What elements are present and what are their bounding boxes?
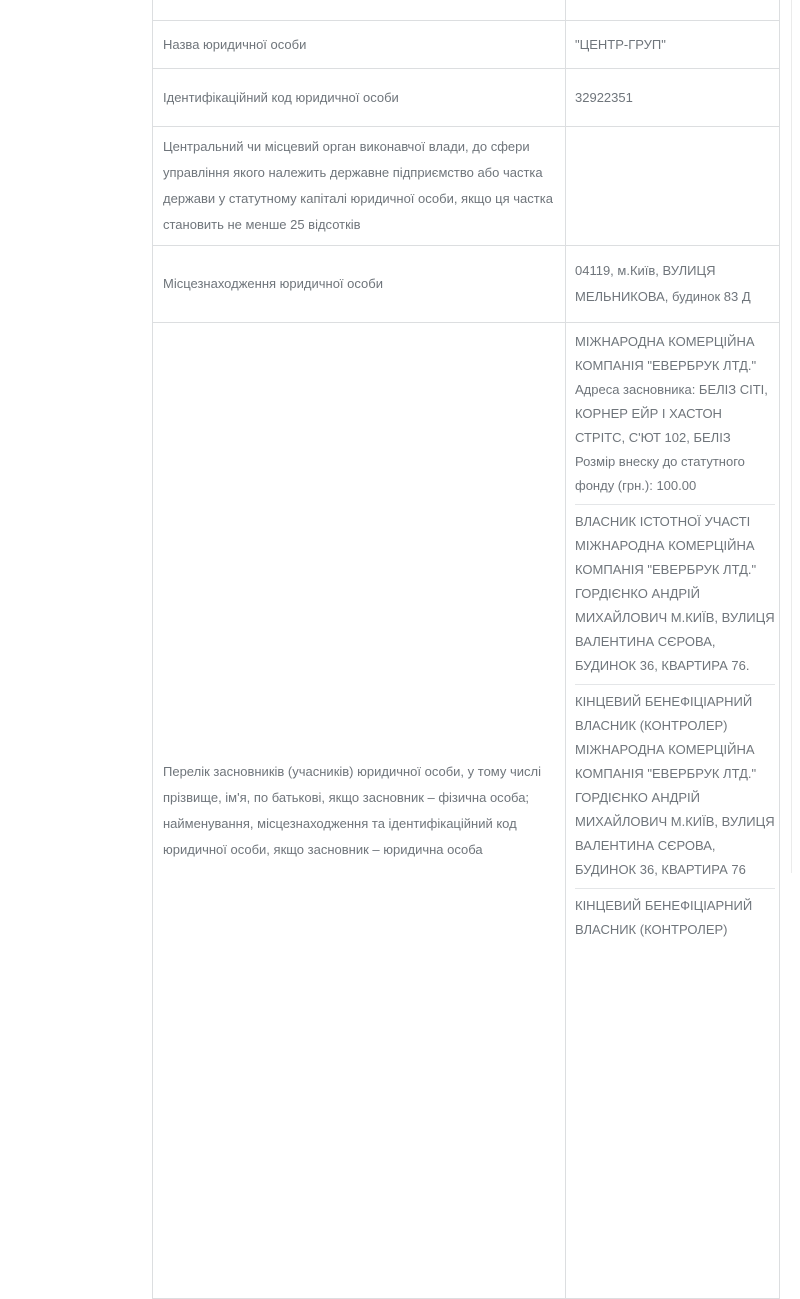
field-label-cell: Місцезнаходження юридичної особи (153, 246, 566, 323)
field-value-cell (566, 127, 780, 246)
founder-entry (575, 325, 775, 505)
table-row-identification-code (153, 69, 780, 127)
founder-entry-address: Адреса засновника: БЕЛІЗ СІТІ, КОРНЕР ЕЙР І ХАСТОН СТРІТС, С'ЮТ 102, БЕЛІЗ (575, 382, 768, 445)
table-row-founders-list (153, 323, 780, 1299)
field-value-cell: 04119, м.Київ, ВУЛИЦЯ МЕЛЬНИКОВА, будинок 83 Д (566, 246, 780, 323)
founder-entry-text: КІНЦЕВИЙ БЕНЕФІЦІАРНИЙ ВЛАСНИК (КОНТРОЛЕР) (575, 898, 753, 937)
table-row-executive-authority (153, 127, 780, 246)
founder-entry (575, 889, 775, 948)
field-label-cell: Перелік засновників (учасників) юридичної особи, у тому числі прізвище, ім'я, по батькові, якщо засновник – фізична особа; найменування, місцезнаходження та ідентифікаційний код юридичної особи, якщо засновник – юридична особа (153, 323, 566, 1299)
legal-entity-registry-table (152, 0, 780, 1299)
table-row-partial-top (153, 0, 780, 21)
field-label-cell: Назва юридичної особи (153, 21, 566, 69)
founder-entry-text: ВЛАСНИК ІСТОТНОЇ УЧАСТІ МІЖНАРОДНА КОМЕРЦІЙНА КОМПАНІЯ "ЕВЕРБРУК ЛТД." ГОРДІЄНКО АНДРІЙ МИХАЙЛОВИЧ М.КИЇВ, ВУЛИЦЯ ВАЛЕНТИНА СЄРОВА, БУДИНОК 36, КВАРТИРА 76. (575, 514, 775, 673)
field-value-cell (566, 0, 780, 21)
page-container-right-border (791, 0, 792, 873)
field-label-cell: Ідентифікаційний код юридичної особи (153, 69, 566, 127)
table-row-location (153, 246, 780, 323)
field-label-cell (153, 0, 566, 21)
founders-value-cell (566, 323, 780, 1299)
founder-entry-contribution: Розмір внеску до статутного фонду (грн.): 100.00 (575, 454, 745, 493)
founder-entry (575, 505, 775, 685)
table-row-entity-name (153, 21, 780, 69)
field-value-cell: "ЦЕНТР-ГРУП" (566, 21, 780, 69)
founder-entry-text: МІЖНАРОДНА КОМЕРЦІЙНА КОМПАНІЯ "ЕВЕРБРУК ЛТД." (575, 334, 757, 373)
founder-entry-text: КІНЦЕВИЙ БЕНЕФІЦІАРНИЙ ВЛАСНИК (КОНТРОЛЕР) МІЖНАРОДНА КОМЕРЦІЙНА КОМПАНІЯ "ЕВЕРБРУК ЛТД." ГОРДІЄНКО АНДРІЙ МИХАЙЛОВИЧ М.КИЇВ, ВУЛИЦЯ ВАЛЕНТИНА СЄРОВА, БУДИНОК 36, КВАРТИРА 76 (575, 694, 775, 877)
field-value-cell: 32922351 (566, 69, 780, 127)
founder-entry (575, 685, 775, 889)
field-label-cell: Центральний чи місцевий орган виконавчої влади, до сфери управління якого належить державне підприємство або частка держави у статутному капіталі юридичної особи, якщо ця частка становить не менше 25 відсотків (153, 127, 566, 246)
